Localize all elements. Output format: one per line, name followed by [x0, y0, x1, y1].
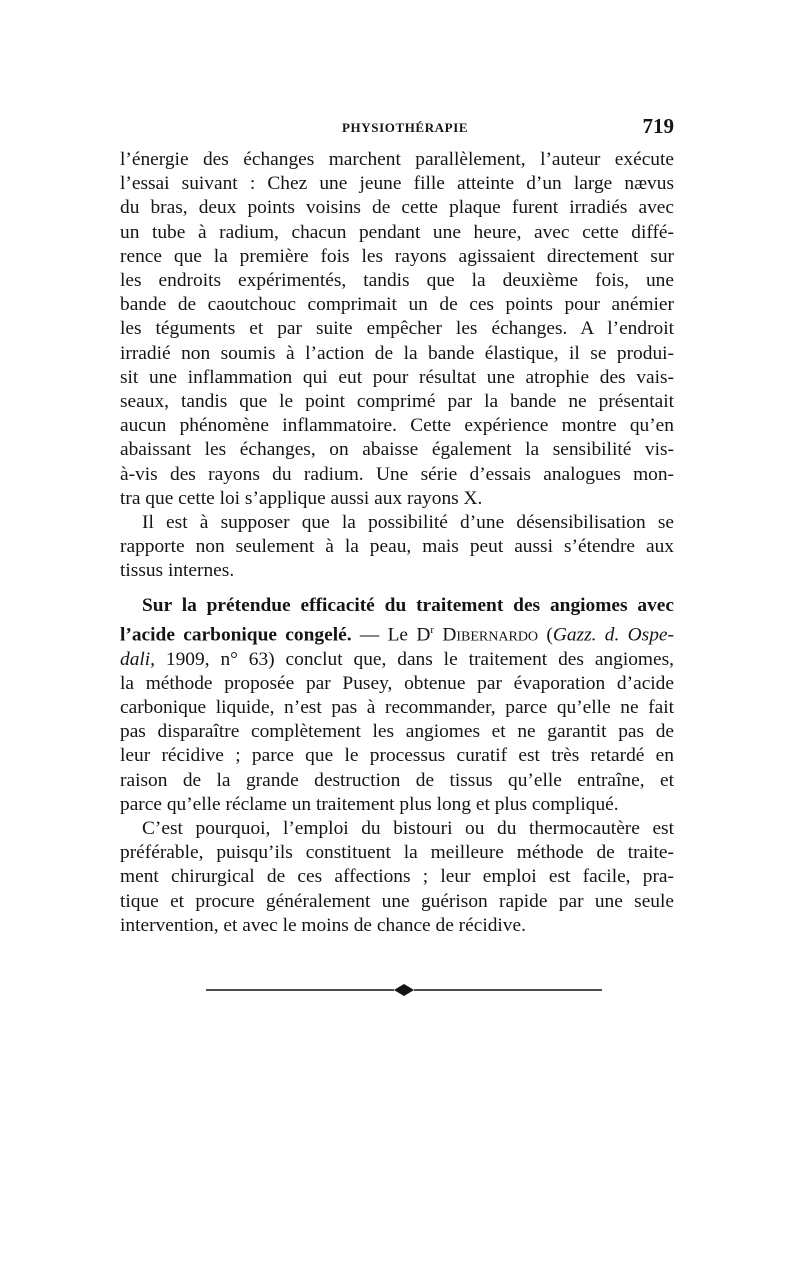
text-line: à-vis des rayons du radium. Une série d’essais analogues mon-	[120, 463, 674, 485]
text-line: intervention, et avec le moins de chance de récidive.	[120, 914, 526, 936]
page-number: 719	[642, 114, 674, 138]
text-line: la méthode proposée par Pusey, obtenue par évaporation d’acide	[120, 672, 674, 694]
text-line: sit une inflammation qui eut pour résultat une atrophie des vais-	[120, 366, 674, 388]
text-line: abaissant les échanges, on abaisse également la sensibilité vis-	[120, 439, 674, 461]
page-header	[120, 108, 674, 148]
book-page	[120, 108, 674, 938]
paragraph-radium-experiment	[120, 148, 674, 511]
text-line: préférable, puisqu’ils constituent la meilleure méthode de traite-	[120, 842, 674, 864]
text-line: rapporte non seulement à la peau, mais peut aussi s’étendre aux	[120, 536, 674, 558]
paragraph-desensitization	[120, 511, 674, 584]
text-line	[120, 618, 674, 648]
text-line: tique et procure généralement une guérison rapide par une seule	[120, 890, 674, 912]
text-fragment: 1909, n° 63) conclut que, dans le traitement des angiomes,	[155, 648, 674, 670]
text-line: Il est à supposer que la possibilité d’une désensibilisation se	[142, 512, 674, 534]
text-line: tissus internes.	[120, 560, 235, 582]
journal-name: Gazz. d. Ospe-	[552, 624, 674, 646]
text-line: carbonique liquide, n’est pas à recommander, parce qu’elle ne fait	[120, 696, 674, 718]
end-ornament-icon	[206, 983, 602, 997]
text-line: un tube à radium, chacun pendant une heure, avec cette diffé-	[120, 221, 674, 243]
text-line: l’essai suivant : Chez une jeune fille atteinte d’un large nævus	[120, 173, 674, 195]
text-line: tra que cette loi s’applique aussi aux rayons X.	[120, 487, 483, 509]
text-line: aucun phénomène inflammatoire. Cette expérience montre qu’en	[120, 415, 674, 437]
text-fragment: (	[538, 624, 553, 646]
text-line: les téguments et par suite empêcher les échanges. A l’endroit	[120, 318, 674, 340]
journal-name-end: dali,	[120, 648, 156, 670]
text-line: ment chirurgical de ces affections ; leur emploi est facile, pra-	[120, 866, 674, 888]
text-line: du bras, deux points voisins de cette plaque furent irradiés avec	[120, 197, 674, 219]
text-line: bande de caoutchouc comprimait un de ces points pour anémier	[120, 294, 674, 316]
text-line: C’est pourquoi, l’emploi du bistouri ou du thermocautère est	[142, 817, 674, 839]
text-line: raison de la grande destruction de tissus qu’elle entraîne, et	[120, 769, 674, 791]
text-line: les endroits expérimentés, tandis que la deuxième fois, une	[120, 270, 674, 292]
text-line: rence que la première fois les rayons agissaient directement sur	[120, 245, 674, 267]
text-line: pas disparaître complètement les angiomes et ne garantit pas de	[120, 721, 674, 743]
text-fragment: — Le D	[351, 624, 431, 646]
text-line: seaux, tandis que le point comprimé par la bande ne présentait	[120, 391, 674, 413]
superscript: r	[430, 623, 435, 636]
article-title-line: Sur la prétendue efficacité du traitement des angiomes avec	[142, 594, 674, 616]
text-line	[120, 648, 674, 672]
running-title: PHYSIOTHÉRAPIE	[342, 120, 469, 135]
article-title-end: l’acide carbonique congelé.	[120, 624, 352, 646]
text-line: leur récidive ; parce que le processus curatif est très retardé en	[120, 745, 674, 767]
text-line: parce qu’elle réclame un traitement plus long et plus compliqué.	[120, 793, 619, 815]
author-name: Dibernardo	[434, 624, 539, 646]
text-line: irradié non soumis à l’action de la bande élastique, il se produi-	[120, 342, 674, 364]
text-line: l’énergie des échanges marchent parallèlement, l’auteur exécute	[120, 149, 674, 170]
paragraph-angiomes-article	[120, 594, 674, 817]
section-gap	[120, 584, 674, 594]
paragraph-conclusion	[120, 817, 674, 938]
